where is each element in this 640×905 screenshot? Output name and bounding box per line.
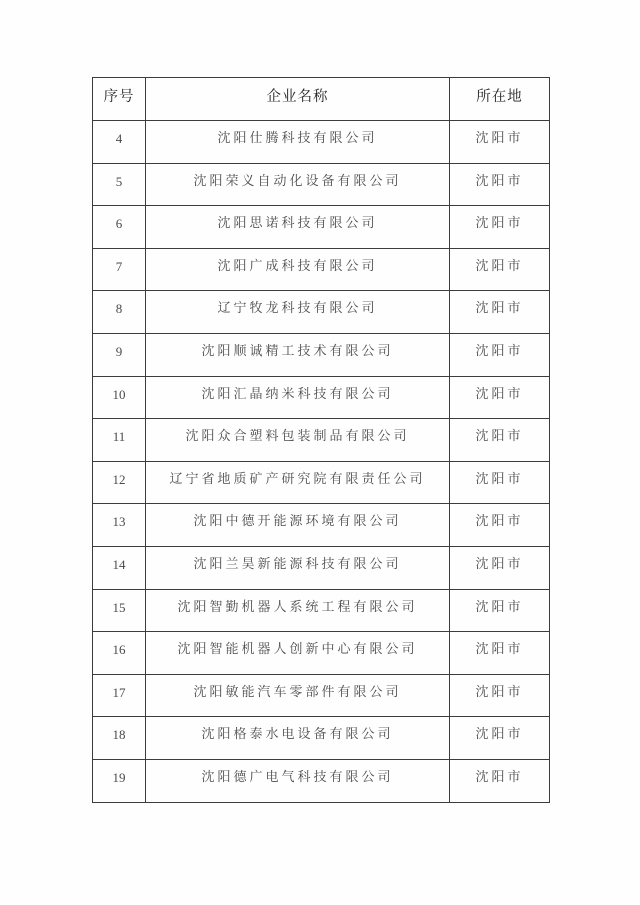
row-location: 沈阳市 (450, 121, 550, 164)
row-company-name: 沈阳思诺科技有限公司 (146, 206, 450, 249)
row-index: 16 (93, 632, 146, 675)
row-company-name: 沈阳中德开能源环境有限公司 (146, 504, 450, 547)
row-location: 沈阳市 (450, 717, 550, 760)
table-row (93, 759, 550, 802)
row-company-name: 沈阳兰昊新能源科技有限公司 (146, 546, 450, 589)
table-row (93, 717, 550, 760)
header-company-name: 企业名称 (146, 78, 450, 121)
row-index: 14 (93, 546, 146, 589)
row-location: 沈阳市 (450, 461, 550, 504)
row-location: 沈阳市 (450, 674, 550, 717)
table-row (93, 546, 550, 589)
row-index: 8 (93, 291, 146, 334)
row-company-name: 辽宁牧龙科技有限公司 (146, 291, 450, 334)
row-location: 沈阳市 (450, 248, 550, 291)
table-row (93, 589, 550, 632)
row-company-name: 沈阳广成科技有限公司 (146, 248, 450, 291)
row-index: 15 (93, 589, 146, 632)
row-location: 沈阳市 (450, 163, 550, 206)
row-index: 11 (93, 419, 146, 462)
row-location: 沈阳市 (450, 759, 550, 802)
row-index: 7 (93, 248, 146, 291)
row-index: 5 (93, 163, 146, 206)
table-row (93, 163, 550, 206)
row-location: 沈阳市 (450, 419, 550, 462)
row-location: 沈阳市 (450, 589, 550, 632)
row-company-name: 沈阳众合塑料包装制品有限公司 (146, 419, 450, 462)
row-index: 17 (93, 674, 146, 717)
row-index: 4 (93, 121, 146, 164)
table-row (93, 206, 550, 249)
row-index: 10 (93, 376, 146, 419)
row-company-name: 沈阳智勤机器人系统工程有限公司 (146, 589, 450, 632)
row-index: 12 (93, 461, 146, 504)
table-row (93, 248, 550, 291)
row-company-name: 沈阳敏能汽车零部件有限公司 (146, 674, 450, 717)
row-company-name: 沈阳汇晶纳米科技有限公司 (146, 376, 450, 419)
row-location: 沈阳市 (450, 546, 550, 589)
table-row (93, 333, 550, 376)
table-row (93, 121, 550, 164)
row-index: 13 (93, 504, 146, 547)
table-header-row (93, 78, 550, 121)
table-row (93, 419, 550, 462)
table-row (93, 632, 550, 675)
row-company-name: 沈阳仕腾科技有限公司 (146, 121, 450, 164)
row-location: 沈阳市 (450, 206, 550, 249)
table-row (93, 504, 550, 547)
row-company-name: 辽宁省地质矿产研究院有限责任公司 (146, 461, 450, 504)
table-row (93, 376, 550, 419)
row-index: 6 (93, 206, 146, 249)
table-row (93, 674, 550, 717)
row-index: 18 (93, 717, 146, 760)
row-location: 沈阳市 (450, 333, 550, 376)
row-location: 沈阳市 (450, 504, 550, 547)
row-location: 沈阳市 (450, 632, 550, 675)
row-company-name: 沈阳智能机器人创新中心有限公司 (146, 632, 450, 675)
company-list-table (92, 77, 550, 803)
row-company-name: 沈阳荣义自动化设备有限公司 (146, 163, 450, 206)
row-location: 沈阳市 (450, 291, 550, 334)
row-location: 沈阳市 (450, 376, 550, 419)
row-index: 9 (93, 333, 146, 376)
row-company-name: 沈阳顺诚精工技术有限公司 (146, 333, 450, 376)
row-company-name: 沈阳德广电气科技有限公司 (146, 759, 450, 802)
row-company-name: 沈阳格泰水电设备有限公司 (146, 717, 450, 760)
header-location: 所在地 (450, 78, 550, 121)
table-row (93, 461, 550, 504)
header-index: 序号 (93, 78, 146, 121)
table-row (93, 291, 550, 334)
row-index: 19 (93, 759, 146, 802)
